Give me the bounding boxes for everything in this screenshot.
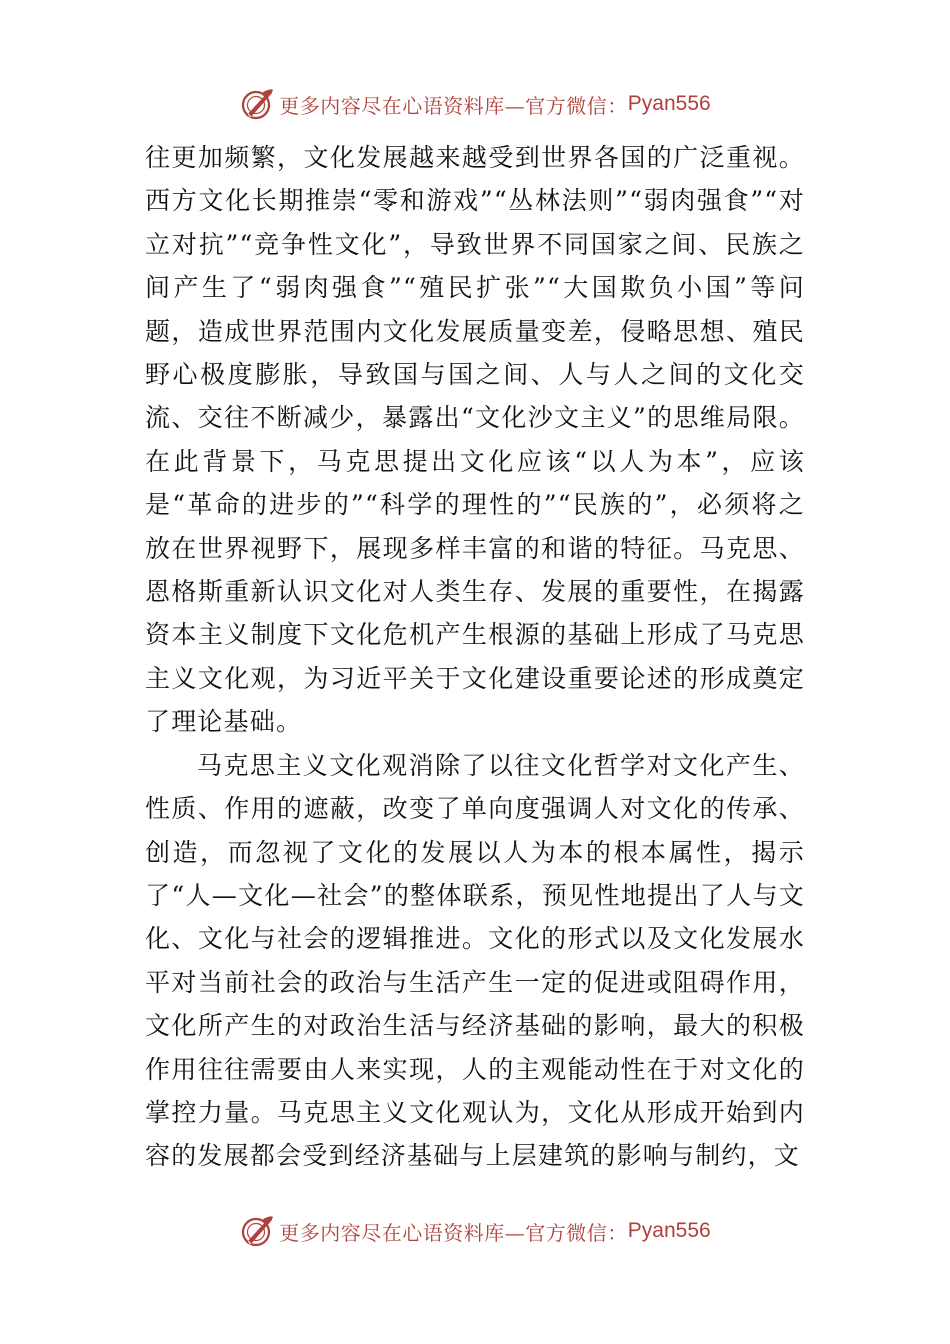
quill-seal-icon [239, 1213, 275, 1249]
header-banner-inner [239, 86, 710, 122]
footer-wechat-id: Pyan556 [627, 1219, 711, 1242]
paragraph-2: 马克思主义文化观消除了以往文化哲学对文化产生、性质、作用的遮蔽，改变了单向度强调人对文化的传承、创造，而忽视了文化的发展以人为本的根本属性，揭示了“人—文化—社会”的整体联系，预见性地提出了人与文化、文化与社会的逻辑推进。文化的形式以及文化发展水平对当前社会的政治与生活产生一定的促进或阻碍作用，文化所产生的对政治生活与经济基础的影响，最大的积极作用往往需要由人来实现，人的主观能动性在于对文化的掌控力量。马克思主义文化观认为，文化从形成开始到内容的发展都会受到经济基础与上层建筑的影响与制约，文 [145, 750, 805, 1171]
header-banner-text: 更多内容尽在心语资料库—官方微信： [279, 93, 628, 118]
paragraph-1: 往更加频繁，文化发展越来越受到世界各国的广泛重视。西方文化长期推崇“零和游戏”“丛林法则”“弱肉强食”“对立对抗”“竞争性文化”，导致世界不同国家之间、民族之间产生了“弱肉强食”“殖民扩张”“大国欺负小国”等问题，造成世界范围内文化发展质量变差，侵略思想、殖民野心极度膨胀，导致国与国之间、人与人之间的文化交流、交往不断减少，暴露出“文化沙文主义”的思维局限。在此背景下，马克思提出文化应该“以人为本”，应该是“革命的进步的”“科学的理性的”“民族的”，必须将之放在世界视野下，展现多样丰富的和谐的特征。马克思、恩格斯重新认识文化对人类生存、发展的重要性，在揭露资本主义制度下文化危机产生根源的基础上形成了马克思主义文化观，为习近平关于文化建设重要论述的形成奠定了理论基础。 [145, 143, 805, 737]
header-banner [0, 84, 950, 124]
footer-banner-text: 更多内容尽在心语资料库—官方微信： [279, 1220, 628, 1245]
footer-banner [0, 1211, 950, 1251]
quill-seal-icon [239, 86, 275, 122]
footer-banner-inner [239, 1213, 710, 1249]
document-body [145, 136, 805, 1178]
header-wechat-id: Pyan556 [627, 92, 711, 115]
